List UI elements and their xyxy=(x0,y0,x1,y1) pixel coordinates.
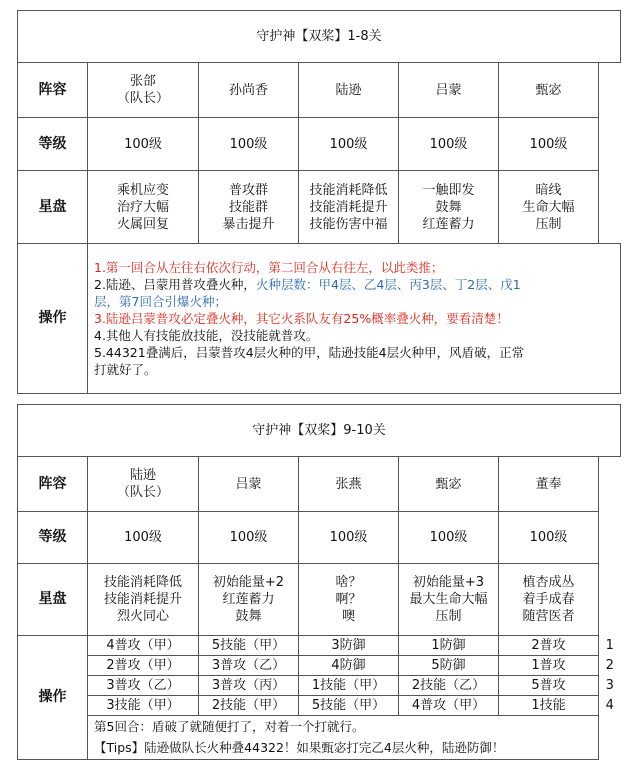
hero-name: 吕蒙 xyxy=(199,457,299,512)
action-cell: 4普攻（甲） xyxy=(399,696,499,716)
sheet-2-table xyxy=(17,404,621,760)
ops-line-4: 4.其他人有技能放技能，没技能就普攻。 xyxy=(94,328,319,343)
row-label-level: 等级 xyxy=(18,118,88,171)
hero-level: 100级 xyxy=(399,118,499,171)
sheet-1-title: 守护神【双桨】1-8关 xyxy=(18,11,621,63)
row-label-star: 星盘 xyxy=(18,171,88,244)
spacer-cell xyxy=(599,716,621,738)
spacer-cell xyxy=(599,737,621,759)
hero-level: 100级 xyxy=(299,512,399,564)
ops-line-5b: 打就好了。 xyxy=(94,362,157,377)
hero-name: 甄宓 xyxy=(499,63,599,118)
action-cell: 5普攻 xyxy=(499,676,599,696)
action-cell: 2技能（乙） xyxy=(399,676,499,696)
hero-star: 乘机应变 治疗大幅 火属回复 xyxy=(88,171,199,244)
ops-line-2b: 层，第7回合引爆火种； xyxy=(94,294,227,309)
action-cell: 3普攻（丙） xyxy=(199,676,299,696)
spacer-cell xyxy=(599,63,621,118)
hero-name: 张燕 xyxy=(299,457,399,512)
row-label-lineup: 阵容 xyxy=(18,457,88,512)
round-number: 1 xyxy=(605,638,614,653)
hero-star: 普攻群 技能群 暴击提升 xyxy=(199,171,299,244)
note-tips: 【Tips】陆逊做队长火种叠44322！如果甄宓打完乙4层火种，陆逊防御！ xyxy=(88,737,599,759)
hero-star: 暗线 生命大幅 压制 xyxy=(499,171,599,244)
hero-name: 张郃 （队长） xyxy=(88,63,199,118)
action-cell: 5技能（甲） xyxy=(199,636,299,656)
action-row xyxy=(18,676,621,696)
hero-name: 董奉 xyxy=(499,457,599,512)
hero-level: 100级 xyxy=(399,512,499,564)
hero-level: 100级 xyxy=(88,118,199,171)
action-cell: 3防御 xyxy=(299,636,399,656)
action-cell: 2普攻（甲） xyxy=(88,656,199,676)
round-number: 3 xyxy=(605,678,614,693)
action-cell: 4防御 xyxy=(299,656,399,676)
operation-notes xyxy=(88,244,621,394)
ops-line-3: 3.陆逊吕蒙普攻必定叠火种，其它火系队友有25%概率叠火种，要看清楚！ xyxy=(94,311,509,326)
action-cell: 3技能（甲） xyxy=(88,696,199,716)
spacer-cell xyxy=(599,171,621,244)
sheet-2-title: 守护神【双桨】9-10关 xyxy=(18,405,621,457)
hero-level: 100级 xyxy=(499,118,599,171)
hero-star: 初始能量+3 最大生命大幅 压制 xyxy=(399,564,499,636)
hero-star: 技能消耗降低 技能消耗提升 烈火同心 xyxy=(88,564,199,636)
action-cell: 4普攻（甲） xyxy=(88,636,199,656)
sheet-1 xyxy=(17,10,620,394)
hero-name: 吕蒙 xyxy=(399,63,499,118)
sheet-2 xyxy=(17,404,620,760)
hero-star: 一触即发 鼓舞 红莲蓄力 xyxy=(399,171,499,244)
round-number: 2 xyxy=(605,658,614,673)
action-cell: 1技能 xyxy=(499,696,599,716)
spacer-cell xyxy=(599,457,621,512)
hero-star: 技能消耗降低 技能消耗提升 技能伤害中福 xyxy=(299,171,399,244)
hero-star: 初始能量+2 红莲蓄力 鼓舞 xyxy=(199,564,299,636)
hero-level: 100级 xyxy=(199,512,299,564)
hero-level: 100级 xyxy=(299,118,399,171)
row-label-lineup: 阵容 xyxy=(18,63,88,118)
hero-level: 100级 xyxy=(199,118,299,171)
action-cell: 1防御 xyxy=(399,636,499,656)
action-cell: 5防御 xyxy=(399,656,499,676)
action-cell: 2技能（甲） xyxy=(199,696,299,716)
action-cell: 3普攻（乙） xyxy=(199,656,299,676)
action-cell: 5技能（甲） xyxy=(299,696,399,716)
action-row xyxy=(18,696,621,716)
action-cell: 2普攻 xyxy=(499,636,599,656)
ops-line-1: 1.第一回合从左往右依次行动，第二回合从右往左，以此类推； xyxy=(94,260,444,275)
round-number: 4 xyxy=(605,698,614,713)
ops-line-2: 2.陆逊、吕蒙用普攻叠火种，火种层数：甲4层、乙4层、丙3层、丁2层、戊1 xyxy=(94,277,521,292)
hero-star: 植杏成丛 着手成春 随营医者 xyxy=(499,564,599,636)
hero-name: 孙尚香 xyxy=(199,63,299,118)
hero-level: 100级 xyxy=(88,512,199,564)
sheet-1-table xyxy=(17,10,621,394)
row-label-ops: 操作 xyxy=(18,636,88,760)
hero-name: 陆逊 xyxy=(299,63,399,118)
action-cell: 1技能（甲） xyxy=(299,676,399,696)
note-round-5: 第5回合：盾破了就随便打了，对着一个打就行。 xyxy=(88,716,599,738)
spacer-cell xyxy=(599,118,621,171)
hero-level: 100级 xyxy=(499,512,599,564)
ops-line-5: 5.44321叠满后，吕蒙普攻4层火种的甲，陆逊技能4层火种甲，风盾破，正常 xyxy=(94,345,525,360)
hero-name: 甄宓 xyxy=(399,457,499,512)
hero-star: 啥？ 啊？ 噢 xyxy=(299,564,399,636)
row-label-level: 等级 xyxy=(18,512,88,564)
row-label-star: 星盘 xyxy=(18,564,88,636)
action-cell: 1普攻 xyxy=(499,656,599,676)
row-label-ops: 操作 xyxy=(18,244,88,394)
spacer-cell xyxy=(599,512,621,564)
hero-name: 陆逊 （队长） xyxy=(88,457,199,512)
action-row xyxy=(18,656,621,676)
action-cell: 3普攻（乙） xyxy=(88,676,199,696)
spacer-cell xyxy=(599,564,621,636)
action-row xyxy=(18,636,621,656)
